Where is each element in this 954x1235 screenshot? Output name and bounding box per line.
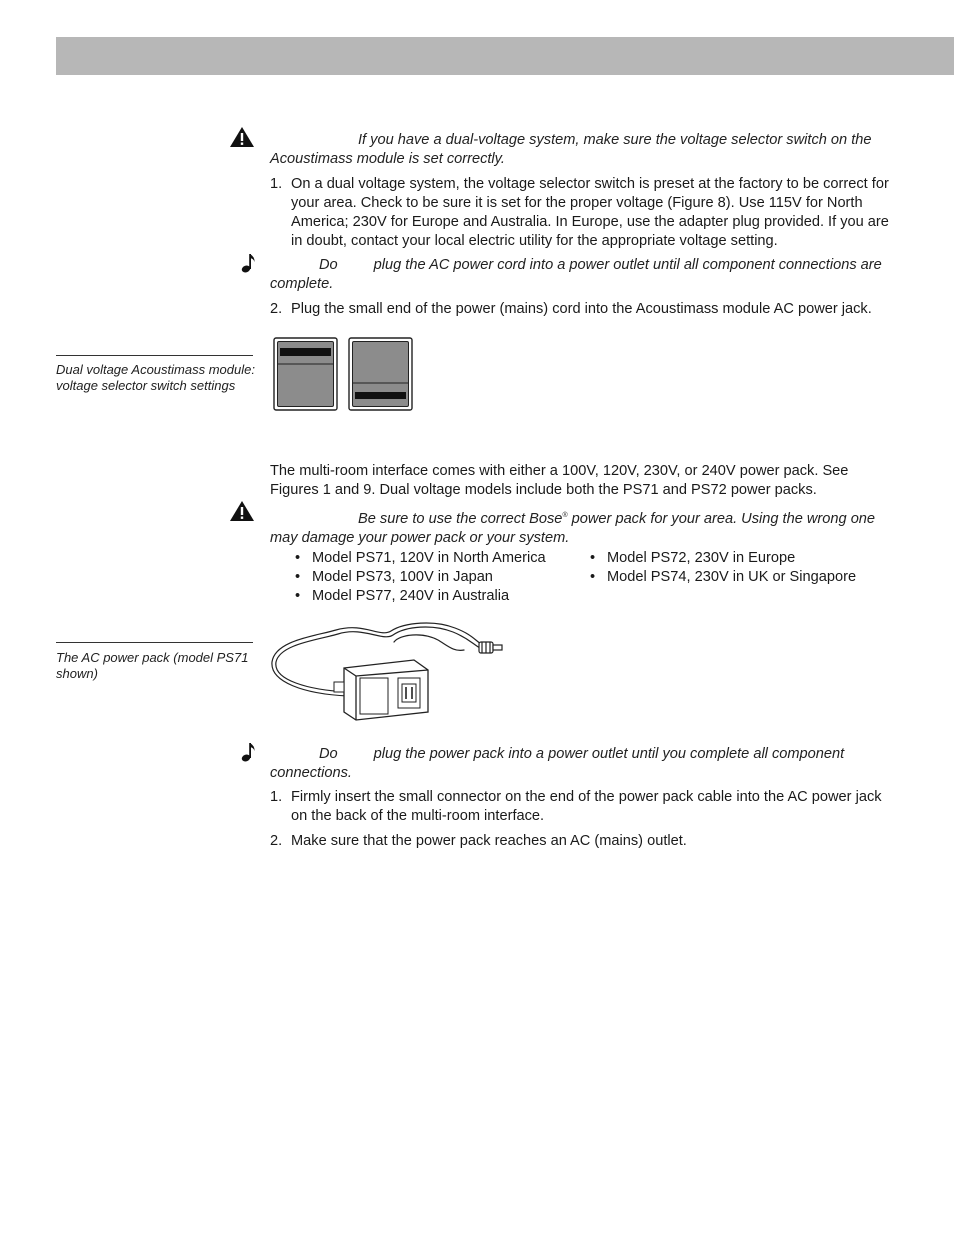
step-text: Firmly insert the small connector on the end of the power pack cable into the AC power jack on the back of the multi-room interface. <box>291 789 882 824</box>
caption-rule-1 <box>56 355 253 356</box>
step-number: 1. <box>270 789 283 805</box>
model-label: Model PS74, 230V in UK or Singapore <box>607 569 857 585</box>
step-3 <box>270 788 900 826</box>
warning-triangle-icon <box>229 126 255 148</box>
note-text-1 <box>270 256 900 294</box>
voltage-switch-position-230v <box>349 338 412 410</box>
warning-text-2 <box>270 506 900 548</box>
step-text: Make sure that the power pack reaches an AC (mains) outlet. <box>291 833 687 849</box>
header-bar <box>56 37 954 75</box>
power-pack-illustration <box>268 620 512 726</box>
registered-mark: ® <box>562 512 568 519</box>
step-number: 2. <box>270 833 283 849</box>
model-item <box>295 568 493 587</box>
figure-caption-2: The AC power pack (model PS71 shown) <box>56 650 249 681</box>
bullet-mark: • <box>590 569 596 585</box>
bullet-mark: • <box>295 569 301 585</box>
note-lead: Do <box>319 746 338 762</box>
model-item <box>295 587 509 606</box>
voltage-switch-position-115v <box>274 338 337 410</box>
note-lead: Do <box>319 257 338 273</box>
step-1 <box>270 175 900 251</box>
caption-rule-2 <box>56 642 253 643</box>
model-label: Model PS73, 100V in Japan <box>312 569 493 585</box>
warning-triangle-icon <box>229 500 255 522</box>
step-2 <box>270 300 900 319</box>
music-note-icon <box>241 252 257 274</box>
warning-text-a: Be sure to use the correct Bose <box>358 510 563 527</box>
music-note-icon <box>241 741 257 763</box>
warning-text-1: If you have a dual-voltage system, make sure the voltage selector switch on the Acoustimass module is set correctly. <box>270 132 872 167</box>
note-rest: plug the power pack into a power outlet until you complete all component connections. <box>270 746 845 781</box>
voltage-selector-figure <box>273 337 415 411</box>
model-label: Model PS72, 230V in Europe <box>607 550 796 566</box>
note-rest: plug the AC power cord into a power outlet until all component connections are complete. <box>270 257 882 292</box>
warning-text-b: power pack for your area. Using the wrong one may damage your power pack or your system. <box>270 510 876 546</box>
step-text: Plug the small end of the power (mains) cord into the Acoustimass module AC power jack. <box>291 301 872 317</box>
model-item <box>590 549 795 568</box>
figure-caption-1: Dual voltage Acoustimass module: voltage selector switch settings <box>56 362 255 393</box>
step-number: 1. <box>270 176 283 192</box>
bullet-mark: • <box>295 588 301 604</box>
bullet-mark: • <box>295 550 301 566</box>
model-label: Model PS77, 240V in Australia <box>312 588 510 604</box>
power-pack-intro: The multi-room interface comes with either a 100V, 120V, 230V, or 240V power pack. See Figures 1 and 9. Dual voltage models include both the PS71 and PS72 power packs. <box>270 463 849 498</box>
model-item <box>295 549 546 568</box>
step-4 <box>270 832 900 851</box>
step-text: On a dual voltage system, the voltage selector switch is preset at the factory to be correct for your area. Check to be sure it is set for the proper voltage (Figure 8). Use 115V for North America; 230V for Europe and Australia. In Europe, use the adapter plug provided. If you are in doubt, contact your local electric utility for the appropriate voltage setting. <box>291 176 889 249</box>
model-label: Model PS71, 120V in North America <box>312 550 546 566</box>
model-item <box>590 568 856 587</box>
bullet-mark: • <box>590 550 596 566</box>
note-text-2 <box>270 745 900 783</box>
step-number: 2. <box>270 301 283 317</box>
